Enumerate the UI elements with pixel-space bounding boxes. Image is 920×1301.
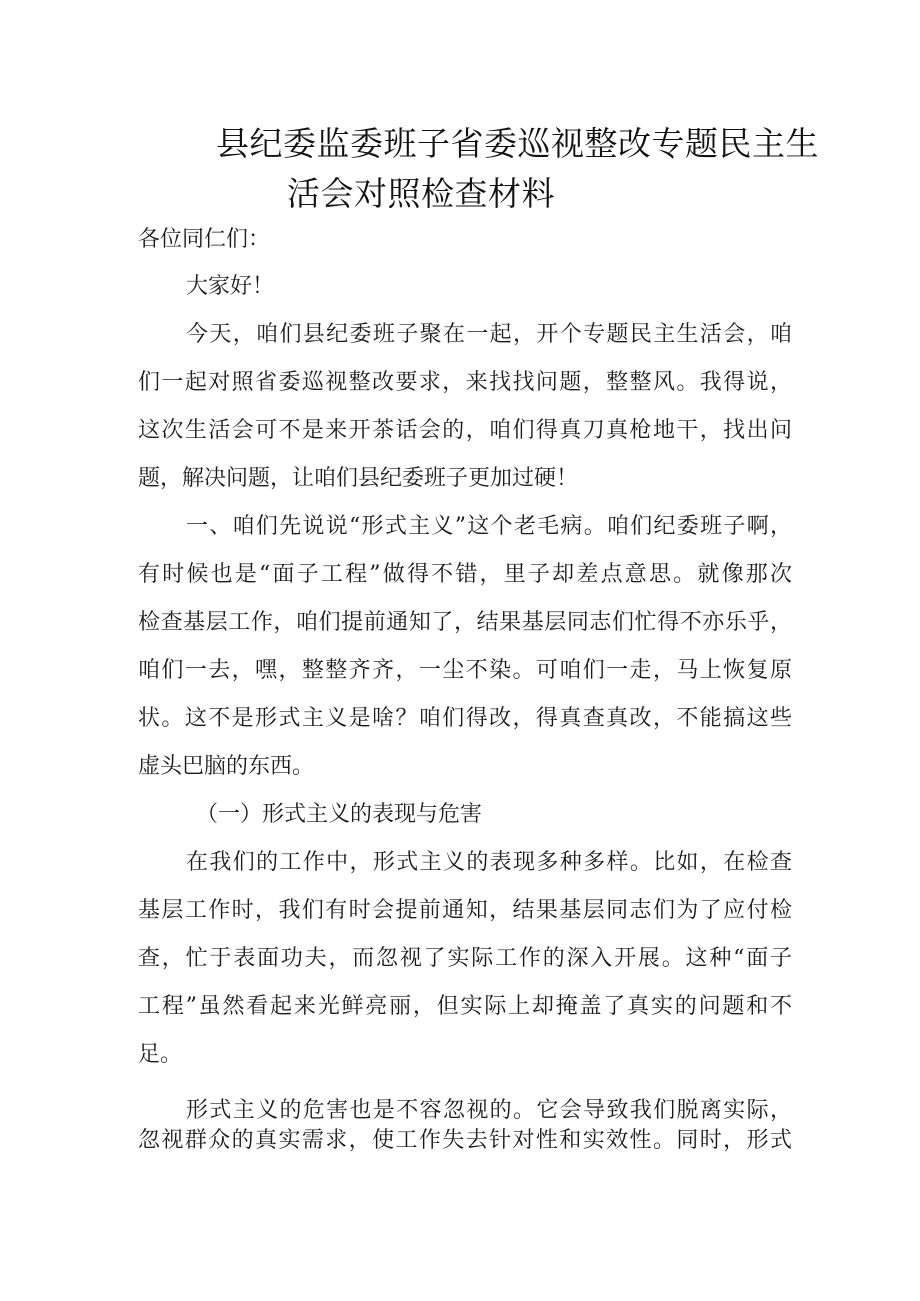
paragraph-2-line-2: 有时候也是“面子工程”做得不错，里子却差点意思。就像那次	[138, 562, 792, 587]
salutation: 各位同仁们：	[138, 227, 271, 252]
paragraph-1-line-3: 这次生活会可不是来开茶话会的，咱们得真刀真枪地干，找出问	[138, 418, 792, 443]
paragraph-3-line-4: 工程”虽然看起来光鲜亮丽，但实际上却掩盖了真实的问题和不	[138, 994, 792, 1019]
paragraph-4-line-1: 形式主义的危害也是不容忽视的。它会导致我们脱离实际，	[186, 1098, 792, 1123]
document-title-line-2: 活会对照检查材料	[287, 174, 555, 213]
greeting: 大家好！	[186, 274, 275, 299]
paragraph-1-line-1: 今天，咱们县纪委班子聚在一起，开个专题民主生活会，咱	[186, 322, 792, 347]
sub-heading: （一）形式主义的表现与危害	[196, 802, 483, 827]
paragraph-3-line-5: 足。	[138, 1042, 183, 1067]
paragraph-2-line-6: 虚头巴脑的东西。	[138, 754, 315, 779]
paragraph-2-line-3: 检查基层工作，咱们提前通知了，结果基层同志们忙得不亦乐乎，	[138, 610, 792, 635]
paragraph-2-line-5: 状。这不是形式主义是啥？咱们得改，得真查真改，不能搞这些	[138, 706, 792, 731]
paragraph-3-line-2: 基层工作时，我们有时会提前通知，结果基层同志们为了应付检	[138, 898, 792, 923]
paragraph-1-line-4: 题，解决问题，让咱们县纪委班子更加过硬！	[138, 466, 579, 491]
paragraph-2-line-4: 咱们一去，嘿，整整齐齐，一尘不染。可咱们一走，马上恢复原	[138, 658, 792, 683]
paragraph-2-line-1: 一、咱们先说说“形式主义”这个老毛病。咱们纪委班子啊，	[186, 514, 792, 539]
document-title-line-1: 县纪委监委班子省委巡视整改专题民主生	[216, 124, 819, 163]
paragraph-3-line-3: 查，忙于表面功夫，而忽视了实际工作的深入开展。这种“面子	[138, 946, 792, 971]
paragraph-3-line-1: 在我们的工作中，形式主义的表现多种多样。比如，在检查	[186, 850, 792, 875]
paragraph-4-line-2: 忽视群众的真实需求，使工作失去针对性和实效性。同时，形式	[138, 1128, 792, 1153]
paragraph-1-line-2: 们一起对照省委巡视整改要求，来找找问题，整整风。我得说，	[138, 370, 792, 395]
